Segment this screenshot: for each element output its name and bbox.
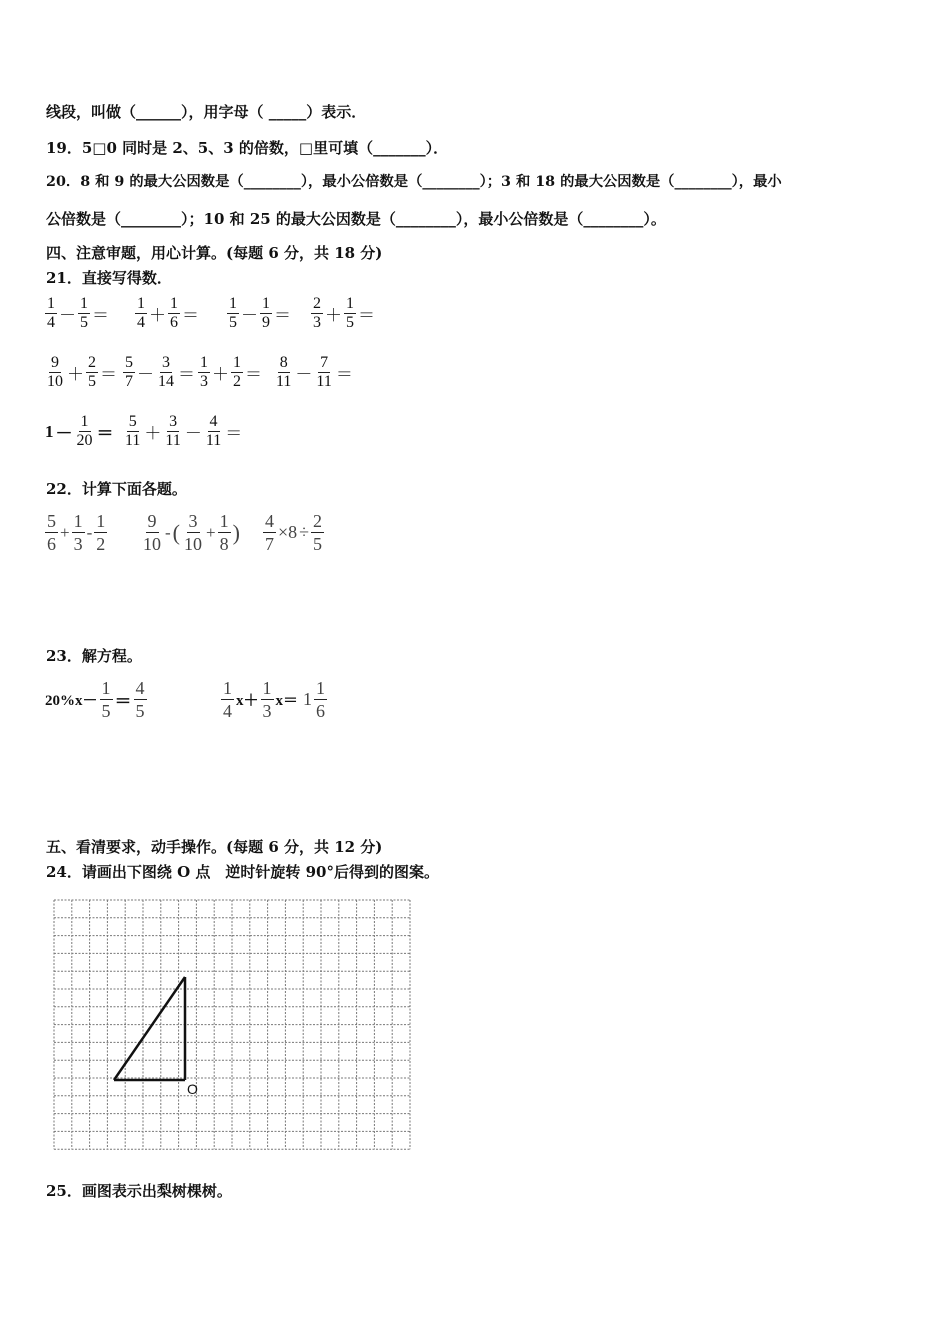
- op: +: [206, 522, 216, 542]
- q18-text: 线段，叫做（______），用字母（ _____）表示．: [46, 103, 367, 121]
- den: 3: [73, 534, 83, 554]
- op: －: [295, 365, 313, 384]
- triangle-hypotenuse: [114, 977, 185, 1080]
- op: ×8: [278, 522, 298, 542]
- den: 5: [88, 373, 96, 390]
- num: 9: [147, 511, 157, 531]
- den: 5: [101, 701, 111, 721]
- equals: ＝: [182, 306, 199, 325]
- den: 4: [47, 314, 55, 331]
- den: 20: [76, 432, 93, 449]
- equals: ＝: [335, 365, 353, 384]
- num: 1: [229, 295, 237, 312]
- den: 6: [47, 534, 56, 554]
- section5-title: 五、看清要求，动手操作。(每题 6 分，共 12 分): [46, 838, 383, 856]
- x-term: x＋: [236, 693, 259, 709]
- num: 3: [188, 511, 198, 531]
- equals: ＝: [225, 424, 243, 443]
- num: 1: [262, 678, 272, 698]
- q21-r3-e2: [122, 413, 243, 450]
- num: 1: [200, 354, 208, 371]
- q21-r1-e4: [310, 295, 376, 332]
- num: 1: [346, 295, 354, 312]
- equals: ＝: [178, 365, 195, 384]
- op: －: [241, 306, 258, 325]
- equals: ＝: [96, 424, 114, 443]
- num: 8: [279, 354, 288, 371]
- den: 3: [313, 314, 321, 331]
- op: －: [59, 306, 76, 325]
- num: 5: [125, 354, 133, 371]
- den: 14: [158, 373, 174, 390]
- op: ＋: [144, 424, 162, 443]
- den: 5: [135, 701, 145, 721]
- q21-r1-e2: [134, 295, 200, 332]
- den: 3: [200, 373, 208, 390]
- den: 11: [276, 373, 292, 390]
- den: 2: [96, 534, 106, 554]
- den: 11: [316, 373, 332, 390]
- den: 7: [265, 534, 274, 554]
- num: 1: [262, 295, 270, 312]
- den: 5: [229, 314, 237, 331]
- q21-r3-e1: [44, 413, 115, 450]
- num: 1: [101, 678, 111, 698]
- op: -: [86, 522, 93, 542]
- q21-r2-e1: [44, 354, 118, 391]
- q24-title: 24．请画出下图绕 O 点 逆时针旋转 90°后得到的图案。: [46, 863, 439, 881]
- q20-line1: 20．8 和 9 的最大公因数是（________），最小公倍数是（________）；3 和 18 的最大公因数是（________），最小: [46, 174, 782, 190]
- q23-e2: [220, 677, 328, 722]
- op: +: [60, 522, 70, 542]
- section4-title: 四、注意审题，用心计算。(每题 6 分，共 18 分): [46, 244, 383, 262]
- den: 11: [125, 432, 141, 449]
- den: 2: [233, 373, 241, 390]
- num: 1: [96, 511, 106, 531]
- equals: ＝: [274, 306, 291, 325]
- num: 1: [80, 413, 89, 430]
- op: -: [165, 522, 171, 542]
- equals: ＝: [100, 365, 117, 384]
- q22-title: 22．计算下面各题。: [46, 480, 187, 498]
- op: －: [184, 424, 202, 443]
- den: 10: [47, 373, 63, 390]
- num: 2: [313, 295, 321, 312]
- num: 4: [265, 511, 274, 531]
- prefix: 20%x－: [45, 693, 98, 709]
- den: 7: [125, 373, 133, 390]
- whole: 1: [45, 421, 54, 441]
- num: 2: [313, 511, 323, 531]
- equals: ＝: [92, 306, 109, 325]
- q25-title: 25．画图表示出梨树棵树。: [46, 1182, 232, 1200]
- q22-e2: [140, 510, 241, 555]
- num: 5: [128, 413, 137, 430]
- den: 11: [205, 432, 222, 449]
- num: 4: [135, 678, 145, 698]
- op: ÷: [299, 522, 310, 542]
- num: 1: [233, 354, 241, 371]
- point-o-label: O: [187, 1081, 198, 1097]
- paren-right: ): [232, 519, 240, 545]
- q21-r2-e3: [197, 354, 263, 391]
- den: 5: [346, 314, 354, 331]
- num: 7: [320, 354, 329, 371]
- num: 5: [47, 511, 56, 531]
- q21-r2-e4: [273, 354, 354, 391]
- q20-line2: 公倍数是（________）；10 和 25 的最大公因数是（________），最小公倍数是（________）。: [46, 210, 666, 228]
- q21-r2-e2: [122, 354, 196, 391]
- num: 1: [223, 678, 232, 698]
- q21-r1-e3: [226, 295, 292, 332]
- den: 6: [316, 701, 326, 721]
- q22-e1: [44, 510, 108, 555]
- num: 1: [316, 678, 326, 698]
- q23-title: 23．解方程。: [46, 647, 142, 665]
- num: 2: [88, 354, 96, 371]
- triangle-shape: [114, 977, 185, 1080]
- op: －: [55, 424, 73, 443]
- whole: 1: [303, 689, 313, 709]
- den: 9: [262, 314, 270, 331]
- equals: ＝: [114, 692, 132, 711]
- op: ＋: [212, 365, 229, 384]
- den: 10: [143, 534, 161, 554]
- op: －: [137, 365, 154, 384]
- q21-r1-e1: [44, 295, 110, 332]
- paren-left: (: [172, 519, 180, 545]
- num: 9: [51, 354, 59, 371]
- num: 1: [219, 511, 229, 531]
- num: 4: [209, 413, 218, 430]
- q19-text: 19．5□0 同时是 2、5、3 的倍数，□里可填（_______）．: [46, 139, 449, 157]
- op: ＋: [149, 306, 166, 325]
- op: ＋: [67, 365, 84, 384]
- grid-figure: [52, 896, 416, 1158]
- den: 10: [184, 534, 202, 554]
- equals: ＝: [358, 306, 375, 325]
- num: 1: [170, 295, 178, 312]
- equals: ＝: [245, 365, 262, 384]
- q21-title: 21．直接写得数．: [46, 269, 172, 287]
- num: 3: [169, 413, 178, 430]
- num: 1: [137, 295, 145, 312]
- op: ＋: [325, 306, 342, 325]
- den: 5: [313, 534, 323, 554]
- x-term: x＝: [275, 693, 299, 709]
- num: 3: [162, 354, 170, 371]
- den: 4: [223, 701, 232, 721]
- num: 1: [73, 511, 83, 531]
- den: 3: [262, 701, 272, 721]
- q22-e3: [262, 510, 325, 555]
- den: 11: [165, 432, 181, 449]
- den: 8: [219, 534, 229, 554]
- den: 5: [80, 314, 88, 331]
- num: 1: [47, 295, 55, 312]
- q23-e1: [44, 677, 148, 722]
- den: 4: [137, 314, 145, 331]
- den: 6: [170, 314, 178, 331]
- num: 1: [80, 295, 88, 312]
